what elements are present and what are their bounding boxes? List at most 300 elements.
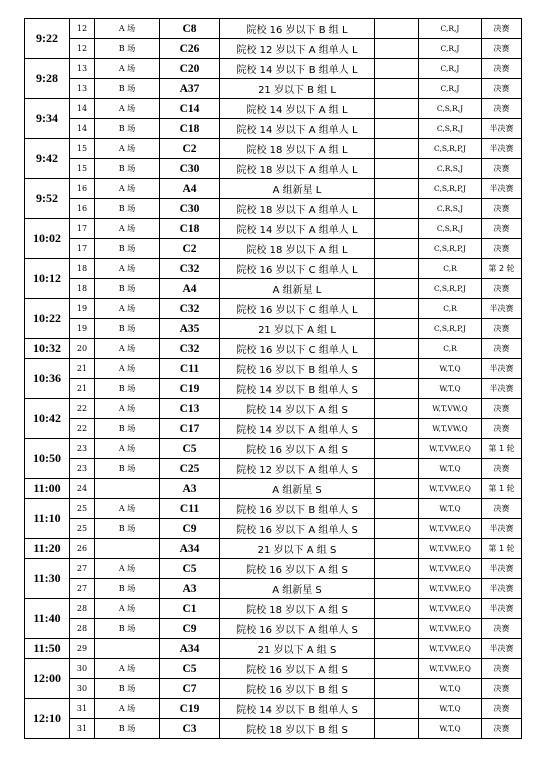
court-cell: A 场 — [95, 499, 160, 519]
event-code-cell: C30 — [160, 159, 220, 179]
blank-cell — [375, 599, 419, 619]
stage-cell: 决赛 — [482, 679, 522, 699]
table-row — [25, 179, 522, 199]
event-name-cell: 院校 14 岁以下 B 组单人 L — [220, 59, 375, 79]
stage-cell: 决赛 — [482, 219, 522, 239]
stage-cell: 决赛 — [482, 499, 522, 519]
event-name-cell: 院校 16 岁以下 B 组单人 S — [220, 499, 375, 519]
match-number-cell: 14 — [70, 119, 95, 139]
stage-cell: 决赛 — [482, 419, 522, 439]
blank-cell — [375, 419, 419, 439]
event-code-cell: C25 — [160, 459, 220, 479]
stage-cell: 半决赛 — [482, 379, 522, 399]
event-code-cell: A35 — [160, 319, 220, 339]
table-row — [25, 639, 522, 659]
court-cell: A 场 — [95, 99, 160, 119]
event-code-cell: A4 — [160, 179, 220, 199]
time-cell: 10:36 — [25, 359, 70, 399]
court-cell: B 场 — [95, 79, 160, 99]
table-row — [25, 19, 522, 39]
table-row — [25, 699, 522, 719]
schedule-table — [24, 18, 522, 739]
event-name-cell: 21 岁以下 B 组 L — [220, 79, 375, 99]
table-row — [25, 519, 522, 539]
table-row — [25, 719, 522, 739]
blank-cell — [375, 439, 419, 459]
stage-cell: 决赛 — [482, 39, 522, 59]
court-cell: B 场 — [95, 119, 160, 139]
notes-cell: C,S,R,J — [419, 99, 482, 119]
time-cell: 11:00 — [25, 479, 70, 499]
notes-cell: W,T,VW,F,Q — [419, 539, 482, 559]
blank-cell — [375, 379, 419, 399]
event-name-cell: 院校 18 岁以下 A 组 L — [220, 139, 375, 159]
stage-cell: 决赛 — [482, 19, 522, 39]
time-cell: 12:10 — [25, 699, 70, 739]
blank-cell — [375, 579, 419, 599]
table-row — [25, 59, 522, 79]
blank-cell — [375, 619, 419, 639]
stage-cell: 决赛 — [482, 699, 522, 719]
blank-cell — [375, 479, 419, 499]
blank-cell — [375, 679, 419, 699]
notes-cell: W,T,VW,F,Q — [419, 519, 482, 539]
match-number-cell: 22 — [70, 399, 95, 419]
event-name-cell: 院校 16 岁以下 B 组单人 S — [220, 359, 375, 379]
stage-cell: 半决赛 — [482, 299, 522, 319]
event-code-cell: C14 — [160, 99, 220, 119]
notes-cell: W,T,VW,F,Q — [419, 439, 482, 459]
match-number-cell: 13 — [70, 79, 95, 99]
blank-cell — [375, 399, 419, 419]
notes-cell: W,T,Q — [419, 379, 482, 399]
stage-cell: 半决赛 — [482, 179, 522, 199]
event-code-cell: C7 — [160, 679, 220, 699]
table-row — [25, 219, 522, 239]
notes-cell: C,R,J — [419, 19, 482, 39]
event-name-cell: 院校 18 岁以下 A 组单人 L — [220, 159, 375, 179]
table-row — [25, 39, 522, 59]
blank-cell — [375, 99, 419, 119]
notes-cell: C,R — [419, 259, 482, 279]
event-code-cell: C1 — [160, 599, 220, 619]
notes-cell: C,S,R,P,J — [419, 179, 482, 199]
match-number-cell: 30 — [70, 679, 95, 699]
match-number-cell: 18 — [70, 279, 95, 299]
notes-cell: W,T,VW,F,Q — [419, 599, 482, 619]
event-name-cell: 院校 18 岁以下 A 组单人 L — [220, 199, 375, 219]
court-cell: A 场 — [95, 19, 160, 39]
stage-cell: 决赛 — [482, 339, 522, 359]
time-cell: 10:02 — [25, 219, 70, 259]
notes-cell: W,T,Q — [419, 459, 482, 479]
blank-cell — [375, 359, 419, 379]
table-row — [25, 279, 522, 299]
table-row — [25, 299, 522, 319]
court-cell: A 场 — [95, 219, 160, 239]
table-row — [25, 139, 522, 159]
match-number-cell: 17 — [70, 239, 95, 259]
time-cell: 9:22 — [25, 19, 70, 59]
match-number-cell: 18 — [70, 259, 95, 279]
table-row — [25, 339, 522, 359]
event-code-cell: C3 — [160, 719, 220, 739]
event-name-cell: 院校 18 岁以下 B 组 S — [220, 719, 375, 739]
event-name-cell: A 组新星 S — [220, 479, 375, 499]
notes-cell: W,T,Q — [419, 719, 482, 739]
stage-cell: 决赛 — [482, 319, 522, 339]
match-number-cell: 31 — [70, 719, 95, 739]
table-row — [25, 619, 522, 639]
event-code-cell: C19 — [160, 379, 220, 399]
event-code-cell: C18 — [160, 219, 220, 239]
event-name-cell: 院校 16 岁以下 A 组单人 S — [220, 519, 375, 539]
table-row — [25, 379, 522, 399]
match-number-cell: 13 — [70, 59, 95, 79]
event-code-cell: C2 — [160, 239, 220, 259]
table-row — [25, 319, 522, 339]
table-row — [25, 79, 522, 99]
event-code-cell: A3 — [160, 479, 220, 499]
notes-cell: C,R — [419, 299, 482, 319]
notes-cell: W,T,VW,F,Q — [419, 639, 482, 659]
event-name-cell: 院校 16 岁以下 C 组单人 L — [220, 299, 375, 319]
event-code-cell: A37 — [160, 79, 220, 99]
time-cell: 12:00 — [25, 659, 70, 699]
match-number-cell: 21 — [70, 379, 95, 399]
match-number-cell: 14 — [70, 99, 95, 119]
event-name-cell: 院校 14 岁以下 B 组单人 S — [220, 699, 375, 719]
stage-cell: 第 1 轮 — [482, 539, 522, 559]
court-cell: B 场 — [95, 719, 160, 739]
event-name-cell: 院校 14 岁以下 B 组单人 S — [220, 379, 375, 399]
notes-cell: C,S,R,P,J — [419, 319, 482, 339]
blank-cell — [375, 59, 419, 79]
blank-cell — [375, 179, 419, 199]
notes-cell: W,T,VW,Q — [419, 419, 482, 439]
event-code-cell: C19 — [160, 699, 220, 719]
time-cell: 11:30 — [25, 559, 70, 599]
court-cell: A 场 — [95, 299, 160, 319]
notes-cell: C,R,J — [419, 79, 482, 99]
table-row — [25, 259, 522, 279]
match-number-cell: 19 — [70, 299, 95, 319]
time-cell: 9:52 — [25, 179, 70, 219]
event-name-cell: 院校 12 岁以下 A 组单人 L — [220, 39, 375, 59]
table-row — [25, 99, 522, 119]
event-code-cell: C13 — [160, 399, 220, 419]
time-cell: 10:22 — [25, 299, 70, 339]
notes-cell: W,T,Q — [419, 499, 482, 519]
court-cell: B 场 — [95, 619, 160, 639]
event-name-cell: 院校 14 岁以下 A 组单人 L — [220, 119, 375, 139]
blank-cell — [375, 159, 419, 179]
table-row — [25, 679, 522, 699]
time-cell: 10:32 — [25, 339, 70, 359]
court-cell — [95, 539, 160, 559]
stage-cell: 半决赛 — [482, 639, 522, 659]
court-cell: B 场 — [95, 519, 160, 539]
stage-cell: 半决赛 — [482, 119, 522, 139]
time-cell: 10:50 — [25, 439, 70, 479]
event-name-cell: 院校 16 岁以下 A 组单人 S — [220, 619, 375, 639]
time-cell: 11:20 — [25, 539, 70, 559]
court-cell: A 场 — [95, 59, 160, 79]
event-name-cell: 院校 14 岁以下 A 组单人 S — [220, 419, 375, 439]
court-cell: B 场 — [95, 419, 160, 439]
event-code-cell: C26 — [160, 39, 220, 59]
notes-cell: C,R,S,J — [419, 199, 482, 219]
blank-cell — [375, 539, 419, 559]
match-number-cell: 27 — [70, 579, 95, 599]
match-number-cell: 23 — [70, 459, 95, 479]
match-number-cell: 28 — [70, 619, 95, 639]
notes-cell: W,T,Q — [419, 359, 482, 379]
notes-cell: C,R — [419, 339, 482, 359]
table-row — [25, 439, 522, 459]
stage-cell: 决赛 — [482, 719, 522, 739]
blank-cell — [375, 139, 419, 159]
table-row — [25, 499, 522, 519]
time-cell: 9:34 — [25, 99, 70, 139]
match-number-cell: 24 — [70, 479, 95, 499]
event-name-cell: 院校 16 岁以下 B 组 S — [220, 679, 375, 699]
blank-cell — [375, 459, 419, 479]
stage-cell: 决赛 — [482, 399, 522, 419]
notes-cell: C,S,R,J — [419, 219, 482, 239]
table-row — [25, 559, 522, 579]
notes-cell: W,T,VW,F,Q — [419, 579, 482, 599]
blank-cell — [375, 519, 419, 539]
match-number-cell: 22 — [70, 419, 95, 439]
table-row — [25, 199, 522, 219]
court-cell: A 场 — [95, 399, 160, 419]
blank-cell — [375, 499, 419, 519]
blank-cell — [375, 319, 419, 339]
match-number-cell: 15 — [70, 139, 95, 159]
event-code-cell: A4 — [160, 279, 220, 299]
blank-cell — [375, 339, 419, 359]
court-cell: B 场 — [95, 459, 160, 479]
event-name-cell: 21 岁以下 A 组 S — [220, 639, 375, 659]
event-code-cell: C5 — [160, 659, 220, 679]
court-cell: B 场 — [95, 199, 160, 219]
notes-cell: W,T,VW,F,Q — [419, 479, 482, 499]
stage-cell: 第 1 轮 — [482, 479, 522, 499]
court-cell: A 场 — [95, 699, 160, 719]
stage-cell: 决赛 — [482, 79, 522, 99]
event-code-cell: C32 — [160, 339, 220, 359]
event-code-cell: C11 — [160, 359, 220, 379]
notes-cell: C,R,J — [419, 59, 482, 79]
stage-cell: 决赛 — [482, 159, 522, 179]
match-number-cell: 25 — [70, 499, 95, 519]
event-name-cell: 院校 16 岁以下 B 组 L — [220, 19, 375, 39]
table-row — [25, 479, 522, 499]
stage-cell: 半决赛 — [482, 139, 522, 159]
table-row — [25, 579, 522, 599]
stage-cell: 第 1 轮 — [482, 439, 522, 459]
stage-cell: 决赛 — [482, 199, 522, 219]
match-number-cell: 21 — [70, 359, 95, 379]
time-cell: 11:50 — [25, 639, 70, 659]
court-cell: B 场 — [95, 279, 160, 299]
stage-cell: 决赛 — [482, 459, 522, 479]
court-cell: A 场 — [95, 439, 160, 459]
stage-cell: 半决赛 — [482, 519, 522, 539]
event-name-cell: A 组新星 L — [220, 279, 375, 299]
event-code-cell: C32 — [160, 299, 220, 319]
blank-cell — [375, 559, 419, 579]
stage-cell: 半决赛 — [482, 359, 522, 379]
court-cell: A 场 — [95, 259, 160, 279]
match-number-cell: 17 — [70, 219, 95, 239]
notes-cell: W,T,Q — [419, 679, 482, 699]
court-cell: A 场 — [95, 179, 160, 199]
event-code-cell: C11 — [160, 499, 220, 519]
notes-cell: W,T,VW,F,Q — [419, 659, 482, 679]
court-cell: B 场 — [95, 39, 160, 59]
event-name-cell: 院校 12 岁以下 A 组单人 S — [220, 459, 375, 479]
stage-cell: 第 2 轮 — [482, 259, 522, 279]
event-name-cell: 院校 16 岁以下 A 组 S — [220, 559, 375, 579]
match-number-cell: 19 — [70, 319, 95, 339]
stage-cell: 决赛 — [482, 99, 522, 119]
blank-cell — [375, 239, 419, 259]
court-cell: A 场 — [95, 339, 160, 359]
event-code-cell: C5 — [160, 439, 220, 459]
stage-cell: 决赛 — [482, 619, 522, 639]
event-code-cell: C8 — [160, 19, 220, 39]
notes-cell: C,S,R,P,J — [419, 139, 482, 159]
event-name-cell: 院校 16 岁以下 A 组 S — [220, 659, 375, 679]
event-code-cell: A3 — [160, 579, 220, 599]
event-code-cell: C32 — [160, 259, 220, 279]
match-number-cell: 23 — [70, 439, 95, 459]
event-code-cell: A34 — [160, 639, 220, 659]
notes-cell: C,S,R,P,J — [419, 239, 482, 259]
match-number-cell: 27 — [70, 559, 95, 579]
stage-cell: 半决赛 — [482, 599, 522, 619]
notes-cell: C,R,S,J — [419, 159, 482, 179]
schedule-body — [25, 19, 522, 739]
table-row — [25, 119, 522, 139]
court-cell: A 场 — [95, 139, 160, 159]
time-cell: 9:28 — [25, 59, 70, 99]
match-number-cell: 26 — [70, 539, 95, 559]
stage-cell: 决赛 — [482, 659, 522, 679]
court-cell: B 场 — [95, 319, 160, 339]
match-number-cell: 31 — [70, 699, 95, 719]
event-code-cell: A34 — [160, 539, 220, 559]
event-code-cell: C9 — [160, 519, 220, 539]
time-cell: 10:12 — [25, 259, 70, 299]
match-number-cell: 15 — [70, 159, 95, 179]
table-row — [25, 419, 522, 439]
event-code-cell: C20 — [160, 59, 220, 79]
blank-cell — [375, 79, 419, 99]
notes-cell: C,R,J — [419, 39, 482, 59]
event-name-cell: 院校 18 岁以下 A 组 S — [220, 599, 375, 619]
table-row — [25, 539, 522, 559]
event-code-cell: C17 — [160, 419, 220, 439]
notes-cell: W,T,VW,Q — [419, 399, 482, 419]
court-cell — [95, 639, 160, 659]
notes-cell: C,S,R,P,J — [419, 279, 482, 299]
match-number-cell: 12 — [70, 39, 95, 59]
event-code-cell: C30 — [160, 199, 220, 219]
notes-cell: C,S,R,J — [419, 119, 482, 139]
match-number-cell: 30 — [70, 659, 95, 679]
blank-cell — [375, 39, 419, 59]
blank-cell — [375, 279, 419, 299]
event-name-cell: 院校 14 岁以下 A 组单人 L — [220, 219, 375, 239]
court-cell: B 场 — [95, 579, 160, 599]
court-cell: B 场 — [95, 379, 160, 399]
event-code-cell: C9 — [160, 619, 220, 639]
time-cell: 11:10 — [25, 499, 70, 539]
stage-cell: 决赛 — [482, 279, 522, 299]
table-row — [25, 239, 522, 259]
table-row — [25, 359, 522, 379]
table-row — [25, 459, 522, 479]
blank-cell — [375, 199, 419, 219]
court-cell: B 场 — [95, 679, 160, 699]
event-name-cell: 21 岁以下 A 组 S — [220, 539, 375, 559]
table-row — [25, 159, 522, 179]
match-number-cell: 28 — [70, 599, 95, 619]
court-cell: B 场 — [95, 239, 160, 259]
blank-cell — [375, 219, 419, 239]
blank-cell — [375, 699, 419, 719]
notes-cell: W,T,VW,F,Q — [419, 619, 482, 639]
event-name-cell: 院校 18 岁以下 A 组 L — [220, 239, 375, 259]
time-cell: 11:40 — [25, 599, 70, 639]
event-name-cell: 院校 14 岁以下 A 组 L — [220, 99, 375, 119]
blank-cell — [375, 299, 419, 319]
stage-cell: 决赛 — [482, 59, 522, 79]
event-code-cell: C2 — [160, 139, 220, 159]
match-number-cell: 25 — [70, 519, 95, 539]
event-code-cell: C18 — [160, 119, 220, 139]
court-cell: A 场 — [95, 599, 160, 619]
stage-cell: 决赛 — [482, 239, 522, 259]
notes-cell: W,T,VW,F,Q — [419, 559, 482, 579]
time-cell: 9:42 — [25, 139, 70, 179]
event-name-cell: 21 岁以下 A 组 L — [220, 319, 375, 339]
stage-cell: 半决赛 — [482, 579, 522, 599]
event-name-cell: 院校 16 岁以下 C 组单人 L — [220, 259, 375, 279]
event-name-cell: 院校 16 岁以下 A 组 S — [220, 439, 375, 459]
table-row — [25, 659, 522, 679]
blank-cell — [375, 639, 419, 659]
blank-cell — [375, 119, 419, 139]
match-number-cell: 12 — [70, 19, 95, 39]
table-row — [25, 399, 522, 419]
court-cell: B 场 — [95, 159, 160, 179]
match-number-cell: 20 — [70, 339, 95, 359]
blank-cell — [375, 719, 419, 739]
blank-cell — [375, 659, 419, 679]
table-row — [25, 599, 522, 619]
blank-cell — [375, 19, 419, 39]
stage-cell: 半决赛 — [482, 559, 522, 579]
event-name-cell: A 组新星 L — [220, 179, 375, 199]
court-cell: A 场 — [95, 659, 160, 679]
event-name-cell: 院校 14 岁以下 A 组 S — [220, 399, 375, 419]
court-cell: A 场 — [95, 359, 160, 379]
blank-cell — [375, 259, 419, 279]
